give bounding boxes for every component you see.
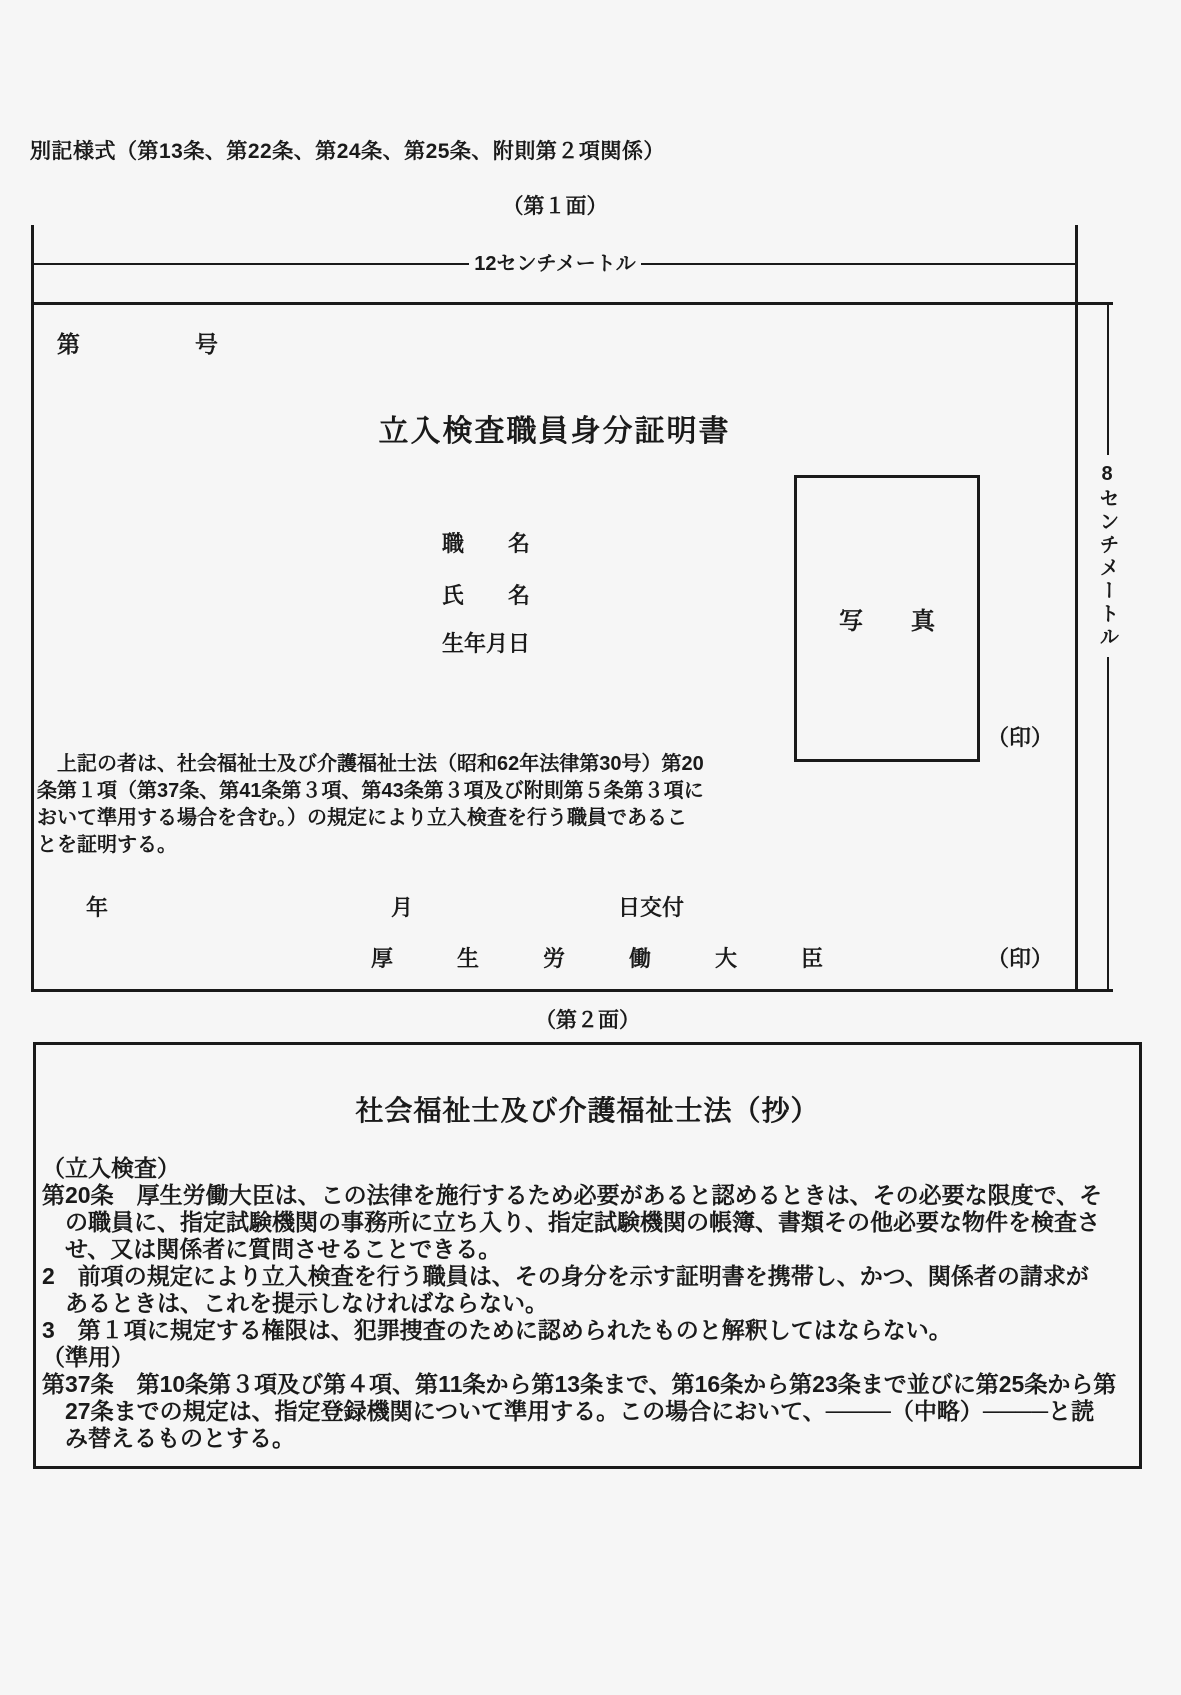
paragraph-line: とを証明する。 <box>37 834 177 856</box>
law-line: あるときは、これを提示しなければならない。 <box>42 1290 548 1316</box>
law-line: 第37条 第10条第３項及び第４項、第11条から第13条まで、第16条から第23条まで並びに第25条から第 <box>42 1371 1117 1397</box>
law-line: 第20条 厚生労働大臣は、この法律を施行するため必要があると認めるときは、その必要な限度で、そ <box>42 1182 1103 1208</box>
certification-paragraph <box>37 751 777 859</box>
issuer-seal-mark: （印） <box>987 946 1054 971</box>
law-line: せ、又は関係者に質問させることできる。 <box>42 1236 502 1262</box>
law-line: （立入検査） <box>42 1155 180 1181</box>
page2-label: （第２面） <box>535 1009 640 1032</box>
id-card-back <box>33 1042 1142 1469</box>
form-style-label: 別記様式（第13条、第22条、第24条、第25条、附則第２項関係） <box>30 140 665 163</box>
page1-label: （第１面） <box>502 195 608 218</box>
field-label-name: 氏 名 <box>442 583 531 608</box>
issuer-minister-label: 厚生労働大臣 <box>371 946 888 971</box>
id-card-front <box>31 302 1078 992</box>
law-line: （準用） <box>42 1344 134 1370</box>
law-excerpt-title: 社会福祉士及び介護福祉士法（抄） <box>355 1095 820 1126</box>
law-line: 27条までの規定は、指定登録機関について準用する。この場合において、────（中略）────と読 <box>42 1398 1095 1424</box>
paragraph-line: 条第１項（第37条、第41条第３項、第43条第３項及び附則第５条第３項に <box>37 780 704 802</box>
month-label: 月 <box>391 895 414 920</box>
law-line: み替えるものとする。 <box>42 1425 295 1451</box>
day-issued-label: 日交付 <box>618 895 685 920</box>
width-dimension-label: 12センチメートル <box>469 252 640 276</box>
serial-number-suffix: 号 <box>195 331 218 357</box>
card-title: 立入検査職員身分証明書 <box>378 415 731 448</box>
photo-label: 写 真 <box>839 608 935 635</box>
law-excerpt-body <box>42 1155 1132 1452</box>
paragraph-line: 上記の者は、社会福祉士及び介護福祉士法（昭和62年法律第30号）第20 <box>37 753 704 775</box>
photo-box <box>794 475 980 762</box>
law-line: 3 第１項に規定する権限は、犯罪捜査のために認められたものと解釈してはならない。 <box>42 1317 952 1343</box>
serial-number-prefix: 第 <box>57 331 80 357</box>
year-label: 年 <box>86 895 109 920</box>
field-label-job-title: 職 名 <box>442 531 531 556</box>
law-line: の職員に、指定試験機関の事務所に立ち入り、指定試験機関の帳簿、書類その他必要な物件を検査さ <box>42 1209 1100 1235</box>
field-label-birthdate: 生年月日 <box>442 631 531 656</box>
photo-seal-mark: （印） <box>987 725 1054 750</box>
width-dimension-line <box>32 252 1078 276</box>
paragraph-line: おいて準用する場合を含む。）の規定により立入検査を行う職員であるこ <box>37 807 687 829</box>
height-dimension-label: 8センチメートル <box>1094 455 1122 657</box>
law-line: 2 前項の規定により立入検査を行う職員は、その身分を示す証明書を携帯し、かつ、関係者の請求が <box>42 1263 1089 1289</box>
